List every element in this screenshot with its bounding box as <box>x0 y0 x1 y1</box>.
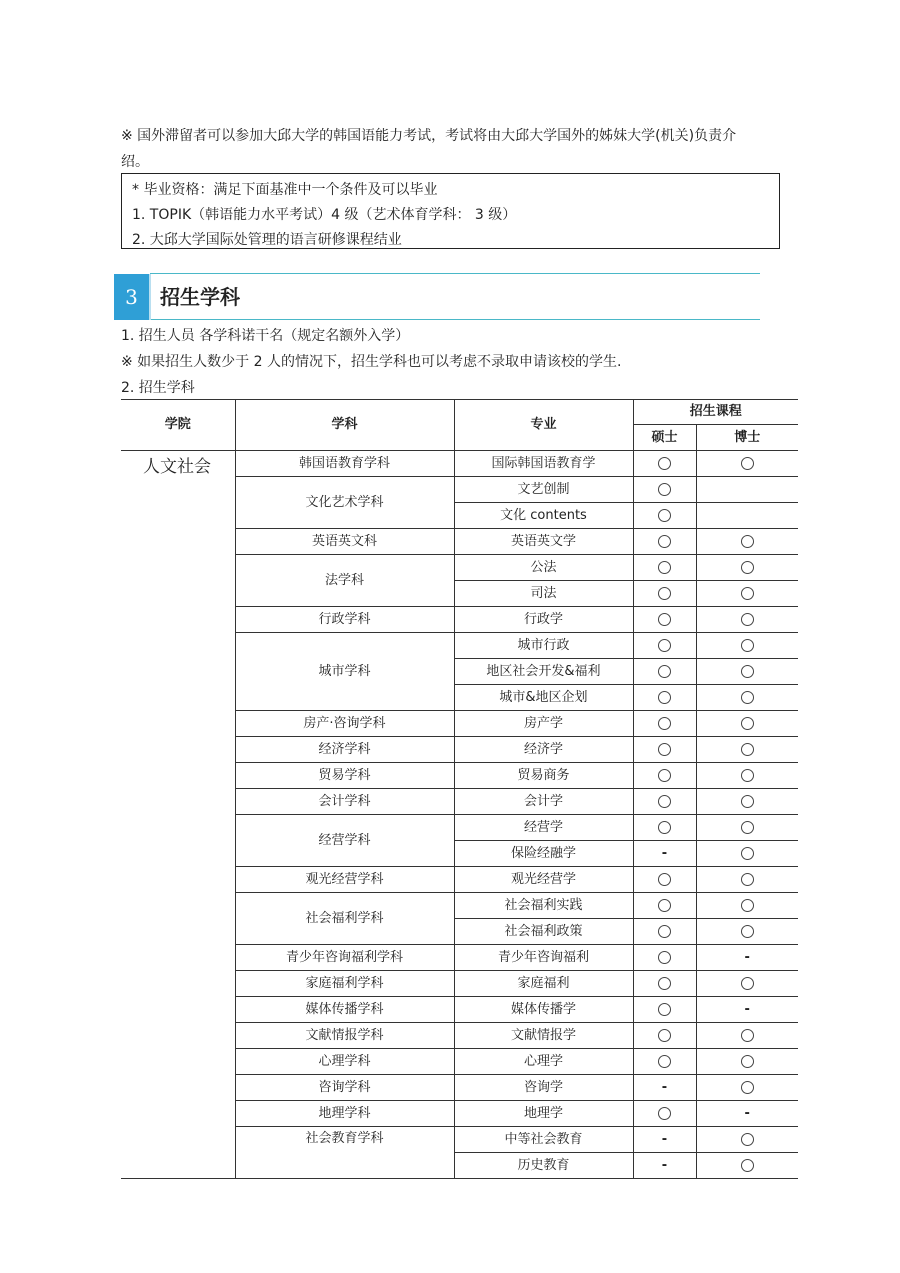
master-cell <box>633 581 696 607</box>
phd-cell <box>696 503 798 529</box>
major-cell: 英语英文学 <box>454 529 633 555</box>
phd-cell <box>696 945 798 971</box>
available-mark <box>741 1055 754 1068</box>
table-row <box>121 451 798 477</box>
available-mark <box>658 925 671 938</box>
master-cell <box>633 555 696 581</box>
unavailable-mark: - <box>661 1079 668 1095</box>
available-mark <box>741 717 754 730</box>
overseas-note-line2: 绍。 <box>121 154 149 170</box>
major-cell: 青少年咨询福利 <box>454 945 633 971</box>
major-cell: 房产学 <box>454 711 633 737</box>
available-mark <box>741 925 754 938</box>
department-cell: 文献情报学科 <box>235 1023 454 1049</box>
unavailable-mark: - <box>661 1131 668 1147</box>
available-mark <box>658 561 671 574</box>
available-mark <box>658 587 671 600</box>
available-mark <box>741 1081 754 1094</box>
available-mark <box>658 873 671 886</box>
major-cell: 行政学 <box>454 607 633 633</box>
section-title: 招生学科 <box>160 285 240 309</box>
phd-cell <box>696 1049 798 1075</box>
major-cell: 咨询学 <box>454 1075 633 1101</box>
master-cell <box>633 1023 696 1049</box>
phd-cell <box>696 451 798 477</box>
available-mark <box>658 769 671 782</box>
major-cell: 中等社会教育 <box>454 1127 633 1153</box>
master-cell <box>633 1075 696 1101</box>
major-cell: 文化 contents <box>454 503 633 529</box>
available-mark <box>658 977 671 990</box>
phd-cell <box>696 685 798 711</box>
available-mark <box>741 873 754 886</box>
available-mark <box>658 743 671 756</box>
available-mark <box>658 483 671 496</box>
master-cell <box>633 945 696 971</box>
available-mark <box>658 951 671 964</box>
department-cell: 贸易学科 <box>235 763 454 789</box>
department-cell: 家庭福利学科 <box>235 971 454 997</box>
department-cell: 经营学科 <box>235 815 454 867</box>
available-mark <box>658 1029 671 1042</box>
major-cell: 文艺创制 <box>454 477 633 503</box>
major-cell: 贸易商务 <box>454 763 633 789</box>
header-college: 学院 <box>121 400 235 451</box>
graduation-item-1: 1. TOPIK（韩语能力水平考试）4 级（艺术体育学科： 3 级） <box>132 207 517 223</box>
available-mark <box>658 899 671 912</box>
master-cell <box>633 867 696 893</box>
master-cell <box>633 789 696 815</box>
department-cell: 社会教育学科 <box>235 1127 454 1179</box>
department-cell: 城市学科 <box>235 633 454 711</box>
major-cell: 社会福利政策 <box>454 919 633 945</box>
available-mark <box>741 821 754 834</box>
available-mark <box>741 1029 754 1042</box>
major-cell: 经济学 <box>454 737 633 763</box>
major-cell: 城市&地区企划 <box>454 685 633 711</box>
section-top-rule <box>150 273 760 274</box>
available-mark <box>741 587 754 600</box>
major-cell: 地区社会开发&福利 <box>454 659 633 685</box>
graduation-requirements-box <box>121 173 780 249</box>
phd-cell <box>696 841 798 867</box>
master-cell <box>633 1101 696 1127</box>
phd-cell <box>696 867 798 893</box>
phd-cell <box>696 1023 798 1049</box>
department-cell: 经济学科 <box>235 737 454 763</box>
phd-cell <box>696 1127 798 1153</box>
major-cell: 家庭福利 <box>454 971 633 997</box>
section-bottom-rule <box>150 319 760 320</box>
available-mark <box>658 639 671 652</box>
available-mark <box>658 457 671 470</box>
phd-cell <box>696 633 798 659</box>
master-cell <box>633 893 696 919</box>
department-cell: 英语英文科 <box>235 529 454 555</box>
available-mark <box>658 1055 671 1068</box>
major-cell: 国际韩国语教育学 <box>454 451 633 477</box>
phd-cell <box>696 607 798 633</box>
department-cell: 社会福利学科 <box>235 893 454 945</box>
phd-cell <box>696 581 798 607</box>
available-mark <box>658 821 671 834</box>
department-cell: 媒体传播学科 <box>235 997 454 1023</box>
phd-cell <box>696 737 798 763</box>
phd-cell <box>696 997 798 1023</box>
phd-cell <box>696 763 798 789</box>
phd-cell <box>696 529 798 555</box>
available-mark <box>741 1133 754 1146</box>
available-mark <box>658 691 671 704</box>
master-cell <box>633 1049 696 1075</box>
available-mark <box>741 561 754 574</box>
major-cell: 社会福利实践 <box>454 893 633 919</box>
master-cell <box>633 997 696 1023</box>
master-cell <box>633 633 696 659</box>
departments-table <box>121 399 798 1179</box>
header-major: 专业 <box>454 400 633 451</box>
unavailable-mark: - <box>744 1105 750 1121</box>
available-mark <box>658 509 671 522</box>
department-cell: 房产·咨询学科 <box>235 711 454 737</box>
phd-cell <box>696 659 798 685</box>
header-phd: 博士 <box>696 425 798 451</box>
phd-cell <box>696 815 798 841</box>
college-cell: 人文社会 <box>121 451 235 1179</box>
available-mark <box>741 977 754 990</box>
available-mark <box>741 795 754 808</box>
phd-cell <box>696 971 798 997</box>
department-cell: 韩国语教育学科 <box>235 451 454 477</box>
available-mark <box>741 613 754 626</box>
master-cell <box>633 711 696 737</box>
available-mark <box>741 535 754 548</box>
unavailable-mark: - <box>744 949 750 965</box>
major-cell: 文献情报学 <box>454 1023 633 1049</box>
header-master: 硕士 <box>633 425 696 451</box>
unavailable-mark: - <box>661 1157 668 1173</box>
available-mark <box>658 1107 671 1120</box>
phd-cell <box>696 477 798 503</box>
available-mark <box>741 691 754 704</box>
available-mark <box>658 795 671 808</box>
major-cell: 会计学 <box>454 789 633 815</box>
master-cell <box>633 1127 696 1153</box>
available-mark <box>658 1003 671 1016</box>
overseas-note-line1: ※ 国外滞留者可以参加大邱大学的韩国语能力考试，考试将由大邱大学国外的姊妹大学(机关)负责介 <box>121 128 737 144</box>
available-mark <box>741 1159 754 1172</box>
available-mark <box>741 743 754 756</box>
available-mark <box>741 899 754 912</box>
major-cell: 历史教育 <box>454 1153 633 1179</box>
major-cell: 观光经营学 <box>454 867 633 893</box>
department-cell: 文化艺术学科 <box>235 477 454 529</box>
admission-departments-heading: 2. 招生学科 <box>121 380 195 396</box>
phd-cell <box>696 711 798 737</box>
master-cell <box>633 1153 696 1179</box>
master-cell <box>633 737 696 763</box>
master-cell <box>633 919 696 945</box>
master-cell <box>633 529 696 555</box>
available-mark <box>741 847 754 860</box>
major-cell: 城市行政 <box>454 633 633 659</box>
phd-cell <box>696 1153 798 1179</box>
unavailable-mark: - <box>661 845 668 861</box>
available-mark <box>658 717 671 730</box>
available-mark <box>658 535 671 548</box>
master-cell <box>633 685 696 711</box>
major-cell: 媒体传播学 <box>454 997 633 1023</box>
available-mark <box>741 769 754 782</box>
header-program: 招生课程 <box>633 400 798 425</box>
major-cell: 心理学 <box>454 1049 633 1075</box>
phd-cell <box>696 789 798 815</box>
master-cell <box>633 451 696 477</box>
departments-table-body <box>121 451 798 1179</box>
department-cell: 咨询学科 <box>235 1075 454 1101</box>
department-cell: 青少年咨询福利学科 <box>235 945 454 971</box>
available-mark <box>741 457 754 470</box>
department-cell: 会计学科 <box>235 789 454 815</box>
available-mark <box>658 665 671 678</box>
major-cell: 司法 <box>454 581 633 607</box>
major-cell: 经营学 <box>454 815 633 841</box>
admission-quota-line: 1. 招生人员 各学科诺干名（规定名额外入学） <box>121 328 410 344</box>
major-cell: 公法 <box>454 555 633 581</box>
available-mark <box>741 665 754 678</box>
section-number: 3 <box>114 274 151 320</box>
master-cell <box>633 659 696 685</box>
unavailable-mark: - <box>744 1001 750 1017</box>
major-cell: 保险经融学 <box>454 841 633 867</box>
phd-cell <box>696 1075 798 1101</box>
available-mark <box>741 639 754 652</box>
master-cell <box>633 841 696 867</box>
department-cell: 心理学科 <box>235 1049 454 1075</box>
available-mark <box>658 613 671 626</box>
major-cell: 地理学 <box>454 1101 633 1127</box>
phd-cell <box>696 1101 798 1127</box>
department-cell: 地理学科 <box>235 1101 454 1127</box>
department-cell: 行政学科 <box>235 607 454 633</box>
master-cell <box>633 971 696 997</box>
master-cell <box>633 763 696 789</box>
graduation-title: * 毕业资格：满足下面基准中一个条件及可以毕业 <box>132 182 438 198</box>
phd-cell <box>696 919 798 945</box>
master-cell <box>633 477 696 503</box>
master-cell <box>633 503 696 529</box>
master-cell <box>633 815 696 841</box>
graduation-item-2: 2. 大邱大学国际处管理的语言研修课程结业 <box>132 232 402 248</box>
department-cell: 法学科 <box>235 555 454 607</box>
phd-cell <box>696 555 798 581</box>
master-cell <box>633 607 696 633</box>
phd-cell <box>696 893 798 919</box>
department-cell: 观光经营学科 <box>235 867 454 893</box>
header-department: 学科 <box>235 400 454 451</box>
admission-note-line: ※ 如果招生人数少于 2 人的情况下，招生学科也可以考虑不录取申请该校的学生. <box>121 354 622 370</box>
